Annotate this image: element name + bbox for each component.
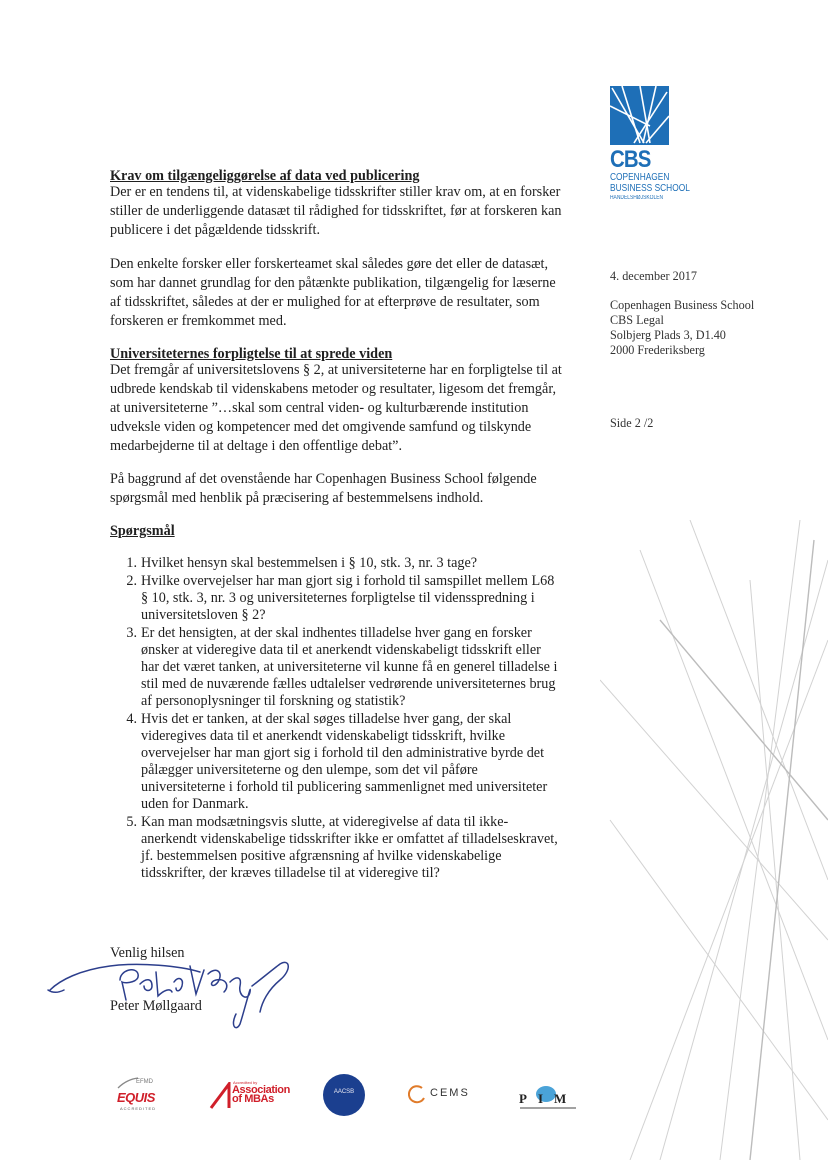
cbs-logo — [610, 86, 690, 202]
list-item — [110, 814, 562, 882]
list-item — [110, 555, 562, 572]
decorative-lines — [600, 520, 828, 1160]
handwritten-signature — [40, 952, 300, 1032]
question-text: Hvis det er tanken, at der skal søges tilladelse hver gang, der skal videregives data til et anerkendt videnskabeligt tidsskrift, hvilke overvejelser har man gjort sig i forhold til den administrative byrde det pålægger universiteterne og den ulempe, som det vil påføre universiteterne i forhold til publicering sammenlignet med universiteter uden for Danmark. — [141, 711, 548, 812]
logo-cbs-text: CBS — [610, 146, 651, 173]
section1-body: Der er en tendens til, at videnskabelige tidsskrifter stiller krav om, at en forsker stiller de underliggende datasæt til rådighed for tidsskriftet, før at forskeren kan publicere i det pågældende tidsskrift. — [110, 184, 562, 238]
question-text: Hvilke overvejelser har man gjort sig i forhold til samspillet mellem L68 § 10, stk. 3, nr. 3 og universiteternes forpligtelse til vidensspredning i universitetsloven § 2? — [141, 573, 555, 623]
amba-line: of MBAs — [232, 1093, 274, 1105]
paragraph-4: På baggrund af det ovenstående har Copenhagen Business School følgende spørgsmål med henblik på præcisering af bestemmelsens indhold. — [110, 471, 537, 506]
aacsb-text: AACSB — [333, 1089, 355, 1095]
logo-business-school-text: BUSINESS SCHOOL — [610, 183, 690, 194]
cems-text: CEMS — [430, 1087, 470, 1099]
question-number: 5. — [126, 814, 137, 830]
pim-text: PIM — [519, 1091, 578, 1106]
section1-heading: Krav om tilgængeliggørelse af data ved publicering — [110, 168, 420, 184]
section2-heading: Universiteternes forpligtelse til at sprede viden — [110, 346, 393, 362]
question-number: 3. — [126, 625, 137, 641]
equis-logo — [114, 1076, 174, 1116]
section2-body: Det fremgår af universitetslovens § 2, at universiteterne har en forpligtelse til at udbrede kendskab til videnskabens metoder og resultater, ligesom det fremgår, at universiteterne ”…skal som central viden- og kulturbærende institution udveksle viden og kompetencer med det omgivende samfund og tilskynde medarbejderne til at deltage i den offentlige debat”. — [110, 362, 562, 454]
cems-ring-icon — [408, 1084, 428, 1104]
cems-logo — [408, 1083, 488, 1105]
aacsb-logo — [323, 1074, 365, 1116]
amba-text — [232, 1086, 290, 1104]
questions-heading: Spørgsmål — [110, 523, 175, 539]
amba-logo — [209, 1080, 289, 1112]
list-item — [110, 625, 562, 710]
equis-accredited-text: ACCREDITED — [120, 1106, 157, 1111]
letter-date: 4. december 2017 — [610, 269, 697, 283]
closing: Venlig hilsen — [110, 945, 185, 961]
question-number: 2. — [126, 573, 137, 589]
amba-line: Association — [232, 1084, 290, 1096]
page-number: Side 2 /2 — [610, 416, 654, 430]
question-number: 1. — [126, 555, 137, 571]
amba-accredited-text: Accredited by — [233, 1080, 258, 1085]
amba-mark-icon — [209, 1082, 231, 1110]
address-line: Solbjerg Plads 3, D1.40 — [610, 328, 726, 342]
paragraph-2: Den enkelte forsker eller forskerteamet skal således gøre det eller de datasæt, som har dannet grundlag for den påtænkte publikation, tilgængelig for læserne af tidsskriftet, således at der er mulighed for at efterprøve de resultater, som forskeren er fremkommet med. — [110, 256, 556, 329]
list-item — [110, 711, 562, 813]
question-text: Kan man modsætningsvis slutte, at videregivelse af data til ikke-anerkendt videnskabelige tidsskrifter ikke er omfattet af tilladelseskravet, jf. bestemmelsen positive afgrænsning af hvilke videnskabelige tidsskrifter, der kræves tilladelse til at videregive til? — [141, 814, 558, 881]
pim-logo — [516, 1080, 580, 1114]
address-line: CBS Legal — [610, 313, 664, 327]
address-line: Copenhagen Business School — [610, 298, 755, 312]
equis-efmd-text: EFMD — [136, 1079, 153, 1085]
cbs-logo-mark — [610, 86, 669, 145]
logo-handelshojskolen-text: HANDELSHØJSKOLEN — [610, 195, 664, 201]
list-item — [110, 573, 562, 624]
logo-copenhagen-text: COPENHAGEN — [610, 172, 670, 183]
question-text: Hvilket hensyn skal bestemmelsen i § 10, stk. 3, nr. 3 tage? — [141, 555, 478, 571]
question-text: Er det hensigten, at der skal indhentes tilladelse hver gang en forsker ønsker at videregive data til et anerkendt videnskabeligt tidsskrift eller har det været tanken, at universiteterne vil kunne få en generel tilladelse i stil med de nuværende fælles udtalelser vedrørende universiteternes brug af personoplysninger til forskning og statistik? — [141, 625, 558, 709]
equis-text: EQUIS — [117, 1090, 155, 1105]
signer-name: Peter Møllgaard — [110, 998, 202, 1014]
questions-list — [110, 555, 562, 883]
sender-address — [610, 298, 754, 358]
address-line: 2000 Frederiksberg — [610, 343, 705, 357]
question-number: 4. — [126, 711, 137, 727]
